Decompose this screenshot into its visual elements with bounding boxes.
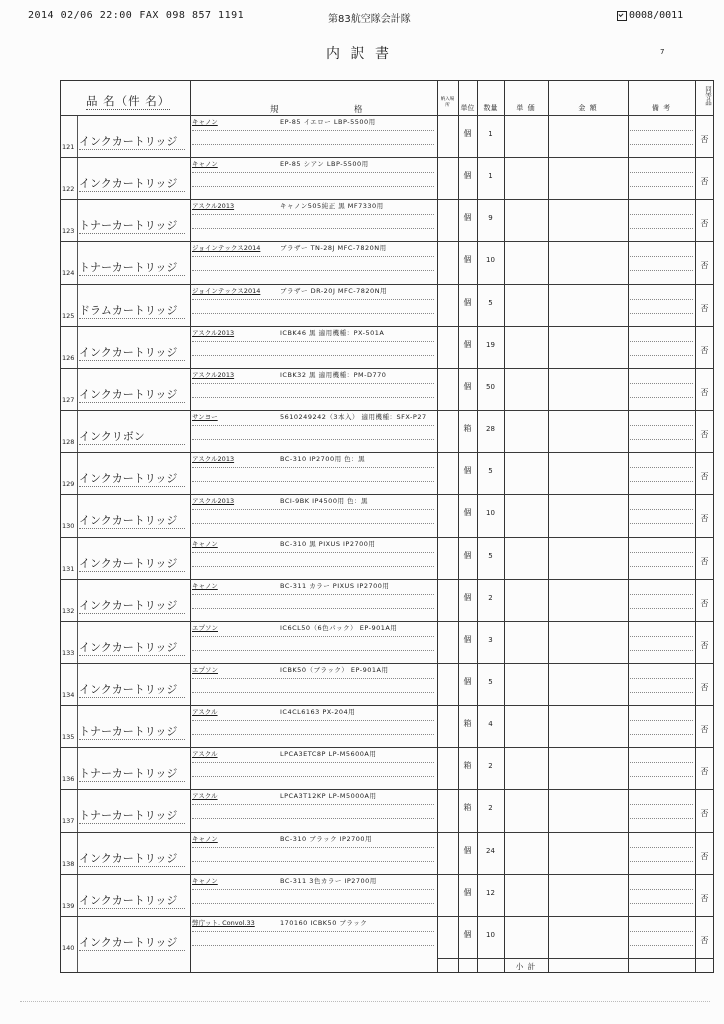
item-name: トナーカートリッジ	[79, 261, 185, 276]
spec-subline	[192, 552, 434, 553]
spec-line	[192, 413, 434, 430]
equivalent-value: 否	[700, 767, 709, 777]
spec-subline	[192, 270, 434, 271]
table-row	[60, 789, 714, 832]
equivalent-value: 否	[700, 851, 709, 861]
spec-text: BC-311 カラー PIXUS IP2700用	[280, 581, 390, 590]
equivalent-value: 否	[700, 893, 709, 903]
remarks-subline	[630, 762, 693, 763]
quantity-value: 4	[488, 720, 493, 729]
spec-subline	[192, 355, 434, 356]
spec-subline	[192, 734, 434, 735]
remarks-subline	[630, 172, 693, 173]
unit-value: 個	[463, 508, 472, 518]
unit-value: 箱	[463, 424, 472, 434]
remarks-subline	[630, 439, 693, 440]
header-spec-right: 格	[354, 105, 363, 115]
item-name: インクカートリッジ	[79, 388, 185, 403]
table-row	[60, 621, 714, 664]
table-row	[60, 747, 714, 790]
row-number: 122	[62, 185, 75, 194]
spec-subline	[192, 383, 434, 384]
fax-datetime: 2014 02/06 22:00	[28, 10, 133, 21]
spec-line	[192, 244, 434, 261]
spec-line	[192, 118, 434, 135]
maker-name: キャノン	[192, 118, 218, 126]
item-name: インクカートリッジ	[79, 135, 185, 150]
spec-subline	[192, 762, 434, 763]
item-name: インクカートリッジ	[79, 852, 185, 867]
table-row	[60, 874, 714, 917]
remarks-subline	[630, 692, 693, 693]
spec-subline	[192, 523, 434, 524]
remarks-subline	[630, 383, 693, 384]
spec-text: EP-85 シアン LBP-5500用	[280, 160, 369, 169]
remarks-subline	[630, 341, 693, 342]
unit-value: 個	[463, 550, 472, 560]
item-name: インクカートリッジ	[79, 894, 185, 909]
equivalent-value: 否	[700, 345, 709, 355]
spec-line	[192, 582, 434, 599]
row-number: 121	[62, 143, 75, 151]
unit-value: 個	[463, 592, 472, 602]
row-number: 137	[62, 817, 75, 826]
equivalent-value: 否	[700, 935, 709, 945]
remarks-subline	[630, 299, 693, 300]
quantity-value: 12	[486, 888, 495, 897]
unit-value: 個	[463, 297, 472, 307]
spec-subline	[192, 594, 434, 595]
maker-name: キャノン	[192, 834, 218, 843]
spec-text: LPCA3T12KP LP-M5000A用	[280, 792, 377, 801]
unit-value: 箱	[463, 719, 472, 729]
spec-line	[192, 835, 434, 852]
table-row	[60, 579, 714, 622]
spec-line	[192, 287, 434, 304]
spec-line	[192, 708, 434, 725]
maker-name: サンヨー	[192, 413, 218, 422]
remarks-subline	[630, 313, 693, 314]
spec-text: LPCA3ETC8P LP-M5600A用	[280, 750, 377, 759]
maker-name: ジョインテックス2014	[192, 244, 261, 253]
remarks-subline	[630, 720, 693, 721]
table-border-top	[60, 80, 714, 81]
item-name: インクカートリッジ	[79, 346, 185, 361]
spec-subline	[192, 903, 434, 904]
fax-label: FAX	[139, 10, 159, 21]
quantity-value: 2	[488, 593, 493, 602]
unit-value: 個	[463, 929, 472, 939]
row-number: 123	[62, 227, 75, 236]
unit-value: 箱	[463, 761, 472, 771]
remarks-subline	[630, 566, 693, 567]
equivalent-value: 否	[700, 430, 709, 440]
remarks-subline	[630, 509, 693, 510]
quantity-value: 2	[488, 804, 493, 813]
unit-value: 個	[463, 255, 472, 265]
scan-artifact-line	[20, 1001, 710, 1002]
maker-name: ジョインテックス2014	[192, 286, 261, 295]
table-row	[60, 410, 714, 453]
page-number: 7	[660, 48, 665, 56]
spec-line	[192, 202, 434, 219]
spec-subline	[192, 144, 434, 145]
spec-subline	[192, 776, 434, 777]
fax-sender: 第83航空隊会計隊	[328, 14, 411, 25]
maker-name: アスクル2013	[192, 202, 235, 211]
item-name: ドラムカートリッジ	[79, 304, 185, 319]
unit-value: 個	[463, 171, 472, 181]
maker-name: アスクル	[192, 792, 218, 801]
spec-text: IC4CL6163 PX-204用	[280, 708, 356, 717]
spec-subline	[192, 256, 434, 257]
spec-subline	[192, 397, 434, 398]
unit-value: 個	[463, 381, 472, 391]
spec-subline	[192, 228, 434, 229]
unit-value: 個	[463, 339, 472, 349]
item-name: インクカートリッジ	[79, 557, 185, 572]
equivalent-value: 否	[700, 640, 709, 650]
spec-subline	[192, 439, 434, 440]
row-number: 133	[62, 648, 75, 657]
maker-name: アスクル2013	[192, 455, 235, 464]
spec-subline	[192, 818, 434, 819]
quantity-value: 3	[488, 635, 493, 644]
remarks-subline	[630, 467, 693, 468]
row-number: 135	[62, 733, 75, 742]
item-name: インクカートリッジ	[79, 514, 185, 529]
remarks-subline	[630, 636, 693, 637]
item-name: トナーカートリッジ	[79, 219, 185, 234]
spec-line	[192, 666, 434, 683]
remarks-subline	[630, 945, 693, 946]
quantity-value: 9	[488, 214, 493, 223]
remarks-subline	[630, 256, 693, 257]
spec-subline	[192, 847, 434, 848]
unit-value: 個	[463, 466, 472, 476]
spec-line	[192, 455, 434, 472]
row-number: 128	[62, 438, 75, 447]
row-number: 130	[62, 522, 75, 531]
equivalent-value: 否	[700, 725, 709, 735]
spec-subline	[192, 608, 434, 609]
table-row	[60, 199, 714, 242]
quantity-value: 5	[488, 298, 493, 307]
spec-subline	[192, 804, 434, 805]
maker-name: アスクル	[192, 708, 218, 717]
subtotal-divider	[437, 958, 714, 959]
spec-line	[192, 371, 434, 388]
equivalent-value: 否	[700, 598, 709, 608]
subtotal-label: 小 計	[515, 962, 537, 971]
row-number: 134	[62, 690, 75, 699]
maker-name: キャノン	[192, 539, 218, 548]
spec-text: BC-311 3色カラー IP2700用	[280, 876, 377, 885]
remarks-subline	[630, 144, 693, 145]
maker-name: キャノン	[192, 876, 218, 885]
maker-name: エプソン	[192, 665, 218, 674]
spec-text: ブラザー TN-28J MFC-7820N用	[280, 244, 387, 253]
maker-name: エプソン	[192, 623, 218, 632]
equivalent-value: 否	[700, 682, 709, 692]
remarks-subline	[630, 889, 693, 890]
spec-subline	[192, 509, 434, 510]
table-row	[60, 494, 714, 537]
remarks-subline	[630, 270, 693, 271]
spec-text: 5610249242（3本入） 適用機種：SFX-P27	[280, 413, 427, 422]
quantity-value: 19	[486, 340, 495, 349]
spec-text: ICBK46 黒 適用機種：PX-501A	[280, 328, 385, 337]
unit-value: 個	[463, 676, 472, 686]
row-number: 131	[62, 564, 75, 573]
fax-header-left	[28, 10, 244, 21]
spec-line	[192, 750, 434, 767]
fax-page-counter	[617, 10, 683, 21]
unit-value: 個	[463, 634, 472, 644]
spec-text: ブラザー DR-20J MFC-7820N用	[280, 286, 388, 295]
spec-subline	[192, 861, 434, 862]
remarks-subline	[630, 214, 693, 215]
remarks-subline	[630, 734, 693, 735]
spec-subline	[192, 692, 434, 693]
item-name: インクカートリッジ	[79, 936, 185, 951]
row-number: 136	[62, 775, 75, 784]
remarks-subline	[630, 861, 693, 862]
table-row	[60, 705, 714, 748]
remarks-subline	[630, 608, 693, 609]
document-title: 内 訳 書	[326, 46, 392, 62]
spec-subline	[192, 636, 434, 637]
table-border-bottom	[60, 972, 714, 973]
header-spec-left: 規	[270, 105, 279, 115]
row-number: 129	[62, 480, 75, 489]
remarks-subline	[630, 650, 693, 651]
equivalent-value: 否	[700, 387, 709, 397]
quantity-value: 5	[488, 467, 493, 476]
remarks-subline	[630, 481, 693, 482]
table-row	[60, 537, 714, 580]
spec-subline	[192, 341, 434, 342]
quantity-value: 10	[486, 930, 495, 939]
header-unit-price: 単 価	[516, 104, 536, 112]
maker-name: キャノン	[192, 160, 218, 169]
spec-text: ICBK32 黒 適用機種：PM-D770	[280, 370, 387, 379]
remarks-subline	[630, 355, 693, 356]
spec-text: ICBK50（ブラック） EP-901A用	[280, 665, 389, 674]
spec-subline	[192, 889, 434, 890]
equivalent-value: 否	[700, 303, 709, 313]
spec-line	[192, 497, 434, 514]
table-row	[60, 241, 714, 284]
table-row	[60, 663, 714, 706]
remarks-subline	[630, 130, 693, 131]
remarks-subline	[630, 594, 693, 595]
remarks-subline	[630, 186, 693, 187]
spec-text: BC-310 ブラック IP2700用	[280, 834, 373, 843]
spec-line	[192, 540, 434, 557]
header-amount: 金 額	[578, 104, 598, 112]
spec-line	[192, 624, 434, 641]
quantity-value: 10	[486, 256, 495, 265]
row-number: 140	[62, 943, 75, 952]
table-row	[60, 326, 714, 369]
spec-subline	[192, 130, 434, 131]
maker-name: キャノン	[192, 581, 218, 590]
spec-subline	[192, 650, 434, 651]
remarks-subline	[630, 804, 693, 805]
equivalent-value: 否	[700, 556, 709, 566]
item-name: インクカートリッジ	[79, 641, 185, 656]
quantity-value: 10	[486, 509, 495, 518]
equivalent-value: 否	[700, 219, 709, 229]
unit-value: 個	[463, 845, 472, 855]
spec-line	[192, 877, 434, 894]
remarks-subline	[630, 818, 693, 819]
maker-name: アスクル2013	[192, 370, 235, 379]
quantity-value: 1	[488, 130, 493, 138]
spec-subline	[192, 467, 434, 468]
item-name: インクカートリッジ	[79, 177, 185, 192]
spec-subline	[192, 313, 434, 314]
row-number: 132	[62, 606, 75, 615]
equivalent-value: 否	[700, 135, 709, 144]
row-number: 139	[62, 901, 75, 910]
table-row	[60, 157, 714, 200]
equivalent-value: 否	[700, 261, 709, 271]
table-row	[60, 452, 714, 495]
remarks-subline	[630, 903, 693, 904]
spec-subline	[192, 566, 434, 567]
table-row	[60, 832, 714, 875]
quantity-value: 1	[488, 172, 493, 181]
unit-value: 個	[463, 213, 472, 223]
unit-value: 個	[463, 887, 472, 897]
maker-name: アスクル2013	[192, 328, 235, 337]
equivalent-value: 否	[700, 514, 709, 524]
spec-text: IC6CL50（6色パック） EP-901A用	[280, 623, 398, 632]
remarks-subline	[630, 776, 693, 777]
header-unit: 単位	[460, 104, 475, 112]
remarks-subline	[630, 678, 693, 679]
spec-subline	[192, 425, 434, 426]
header-quantity: 数量	[483, 104, 498, 112]
remarks-subline	[630, 523, 693, 524]
item-name: トナーカートリッジ	[79, 767, 185, 782]
quantity-value: 5	[488, 551, 493, 560]
quantity-value: 50	[486, 382, 495, 391]
row-number: 126	[62, 353, 75, 362]
remarks-subline	[630, 397, 693, 398]
quantity-value: 28	[486, 425, 495, 434]
quantity-value: 2	[488, 762, 493, 771]
equivalent-value: 否	[700, 177, 709, 187]
item-name: インクリボン	[79, 430, 185, 445]
spec-line	[192, 919, 434, 936]
spec-subline	[192, 945, 434, 946]
item-name: インクカートリッジ	[79, 683, 185, 698]
quantity-value: 24	[486, 846, 495, 855]
row-number: 138	[62, 859, 75, 868]
unit-value: 箱	[463, 803, 472, 813]
spec-text: EP-85 イエロー LBP-5500用	[280, 118, 376, 126]
maker-name: 弊庁ット. Convol.33	[192, 918, 255, 927]
fax-page-counter-text: 0008/0011	[629, 10, 684, 21]
fax-page-icon	[617, 11, 627, 21]
remarks-subline	[630, 228, 693, 229]
table-row	[60, 368, 714, 411]
spec-subline	[192, 481, 434, 482]
maker-name: アスクル	[192, 750, 218, 759]
item-name: トナーカートリッジ	[79, 809, 185, 824]
maker-name: アスクル2013	[192, 497, 235, 506]
spec-text: キャノン505純正 黒 MF7330用	[280, 202, 384, 211]
spec-line	[192, 329, 434, 346]
equivalent-value: 否	[700, 472, 709, 482]
row-number: 125	[62, 311, 75, 320]
spec-text: BC-310 黒 PIXUS IP2700用	[280, 539, 376, 548]
header-delivery-place: 納入場所	[440, 97, 455, 108]
quantity-value: 5	[488, 677, 493, 686]
table-row	[60, 115, 714, 158]
header-item-name: 品 名（件 名）	[86, 94, 171, 108]
item-name: トナーカートリッジ	[79, 725, 185, 740]
spec-line	[192, 160, 434, 177]
spec-subline	[192, 931, 434, 932]
table-row	[60, 284, 714, 327]
fax-number: 098 857 1191	[165, 10, 245, 21]
spec-subline	[192, 172, 434, 173]
table-row	[60, 916, 714, 959]
item-name: インクカートリッジ	[79, 472, 185, 487]
remarks-subline	[630, 425, 693, 426]
spec-text: BC-310 IP2700用 色：黒	[280, 455, 366, 464]
remarks-subline	[630, 847, 693, 848]
item-name: インクカートリッジ	[79, 599, 185, 614]
header-equivalent: 同等品	[704, 86, 712, 106]
spec-subline	[192, 214, 434, 215]
spec-text: 170160 ICBK50 ブラック	[280, 918, 368, 927]
remarks-subline	[630, 931, 693, 932]
spec-subline	[192, 720, 434, 721]
spec-text: BCI-9BK IP4500用 色：黒	[280, 497, 369, 506]
row-number: 127	[62, 395, 75, 404]
unit-value: 個	[463, 129, 472, 138]
row-number: 124	[62, 269, 75, 278]
header-remarks: 備 考	[651, 104, 672, 112]
spec-line	[192, 792, 434, 809]
spec-subline	[192, 299, 434, 300]
equivalent-value: 否	[700, 809, 709, 819]
remarks-subline	[630, 552, 693, 553]
spec-subline	[192, 678, 434, 679]
spec-subline	[192, 186, 434, 187]
